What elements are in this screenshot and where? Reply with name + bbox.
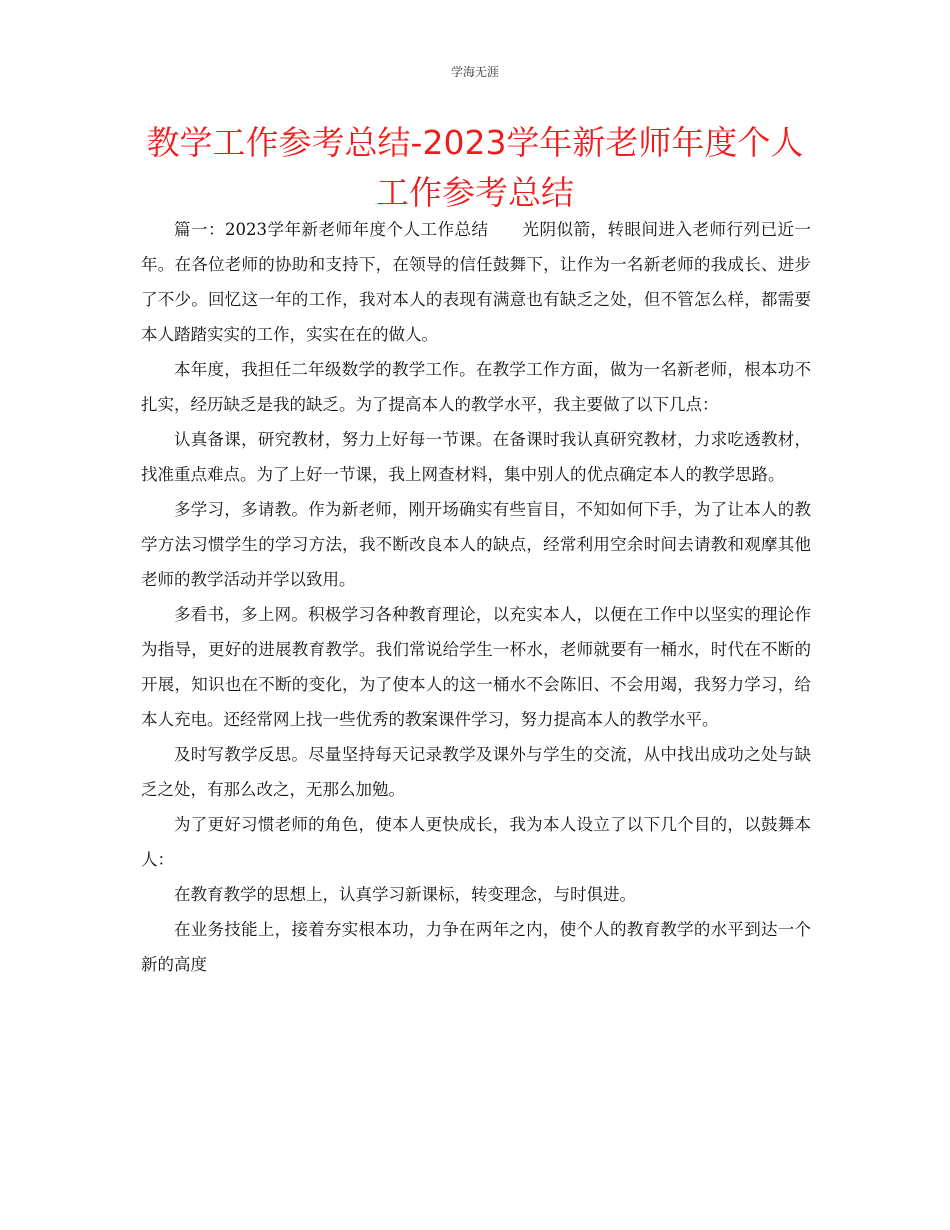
paragraph: 多学习，多请教。作为新老师，刚开场确实有些盲目，不知如何下手，为了让本人的教学方法习惯学生的学习方法，我不断改良本人的缺点，经常利用空余时间去请教和观摩其他老师的教学活动并学以致用。 (141, 500, 811, 589)
paragraph: 认真备课，研究教材，努力上好每一节课。在备课时我认真研究教材，力求吃透教材，找准重点难点。为了上好一节课，我上网查材料，集中别人的优点确定本人的教学思路。 (141, 430, 811, 484)
paragraph: 在教育教学的思想上，认真学习新课标，转变理念，与时俱进。 (174, 885, 636, 904)
paragraph: 多看书，多上网。积极学习各种教育理论，以充实本人，以便在工作中以坚实的理论作为指导，更好的进展教育教学。我们常说给学生一杯水，老师就要有一桶水，时代在不断的开展，知识也在不断的变化，为了使本人的这一桶水不会陈旧、不会用竭，我努力学习，给本人充电。还经常网上找一些优秀的教案课件学习，努力提高本人的教学水平。 (141, 605, 811, 729)
paragraph: 篇一：2023学年新老师年度个人工作总结 光阴似箭，转眼间进入老师行列已近一年。在各位老师的协助和支持下，在领导的信任鼓舞下，让作为一名新老师的我成长、进步了不少。回忆这一年的工作，我对本人的表现有满意也有缺乏之处，但不管怎么样，都需要本人踏踏实实的工作，实实在在的做人。 (141, 220, 811, 344)
paragraph: 为了更好习惯老师的角色，使本人更快成长，我为本人设立了以下几个目的，以鼓舞本人： (141, 815, 811, 869)
paragraph: 及时写教学反思。尽量坚持每天记录教学及课外与学生的交流，从中找出成功之处与缺乏之处，有那么改之，无那么加勉。 (141, 745, 811, 799)
page-header: 学海无涯 (450, 65, 499, 79)
paragraph: 本年度，我担任二年级数学的教学工作。在教学工作方面，做为一名新老师，根本功不扎实，经历缺乏是我的缺乏。为了提高本人的教学水平，我主要做了以下几点： (141, 360, 811, 414)
document-title: 教学工作参考总结-2023学年新老师年度个人工作参考总结 (146, 123, 804, 212)
document-body (141, 212, 811, 982)
paragraph: 在业务技能上，接着夯实根本功，力争在两年之内，使个人的教育教学的水平到达一个新的高度 (141, 920, 811, 974)
